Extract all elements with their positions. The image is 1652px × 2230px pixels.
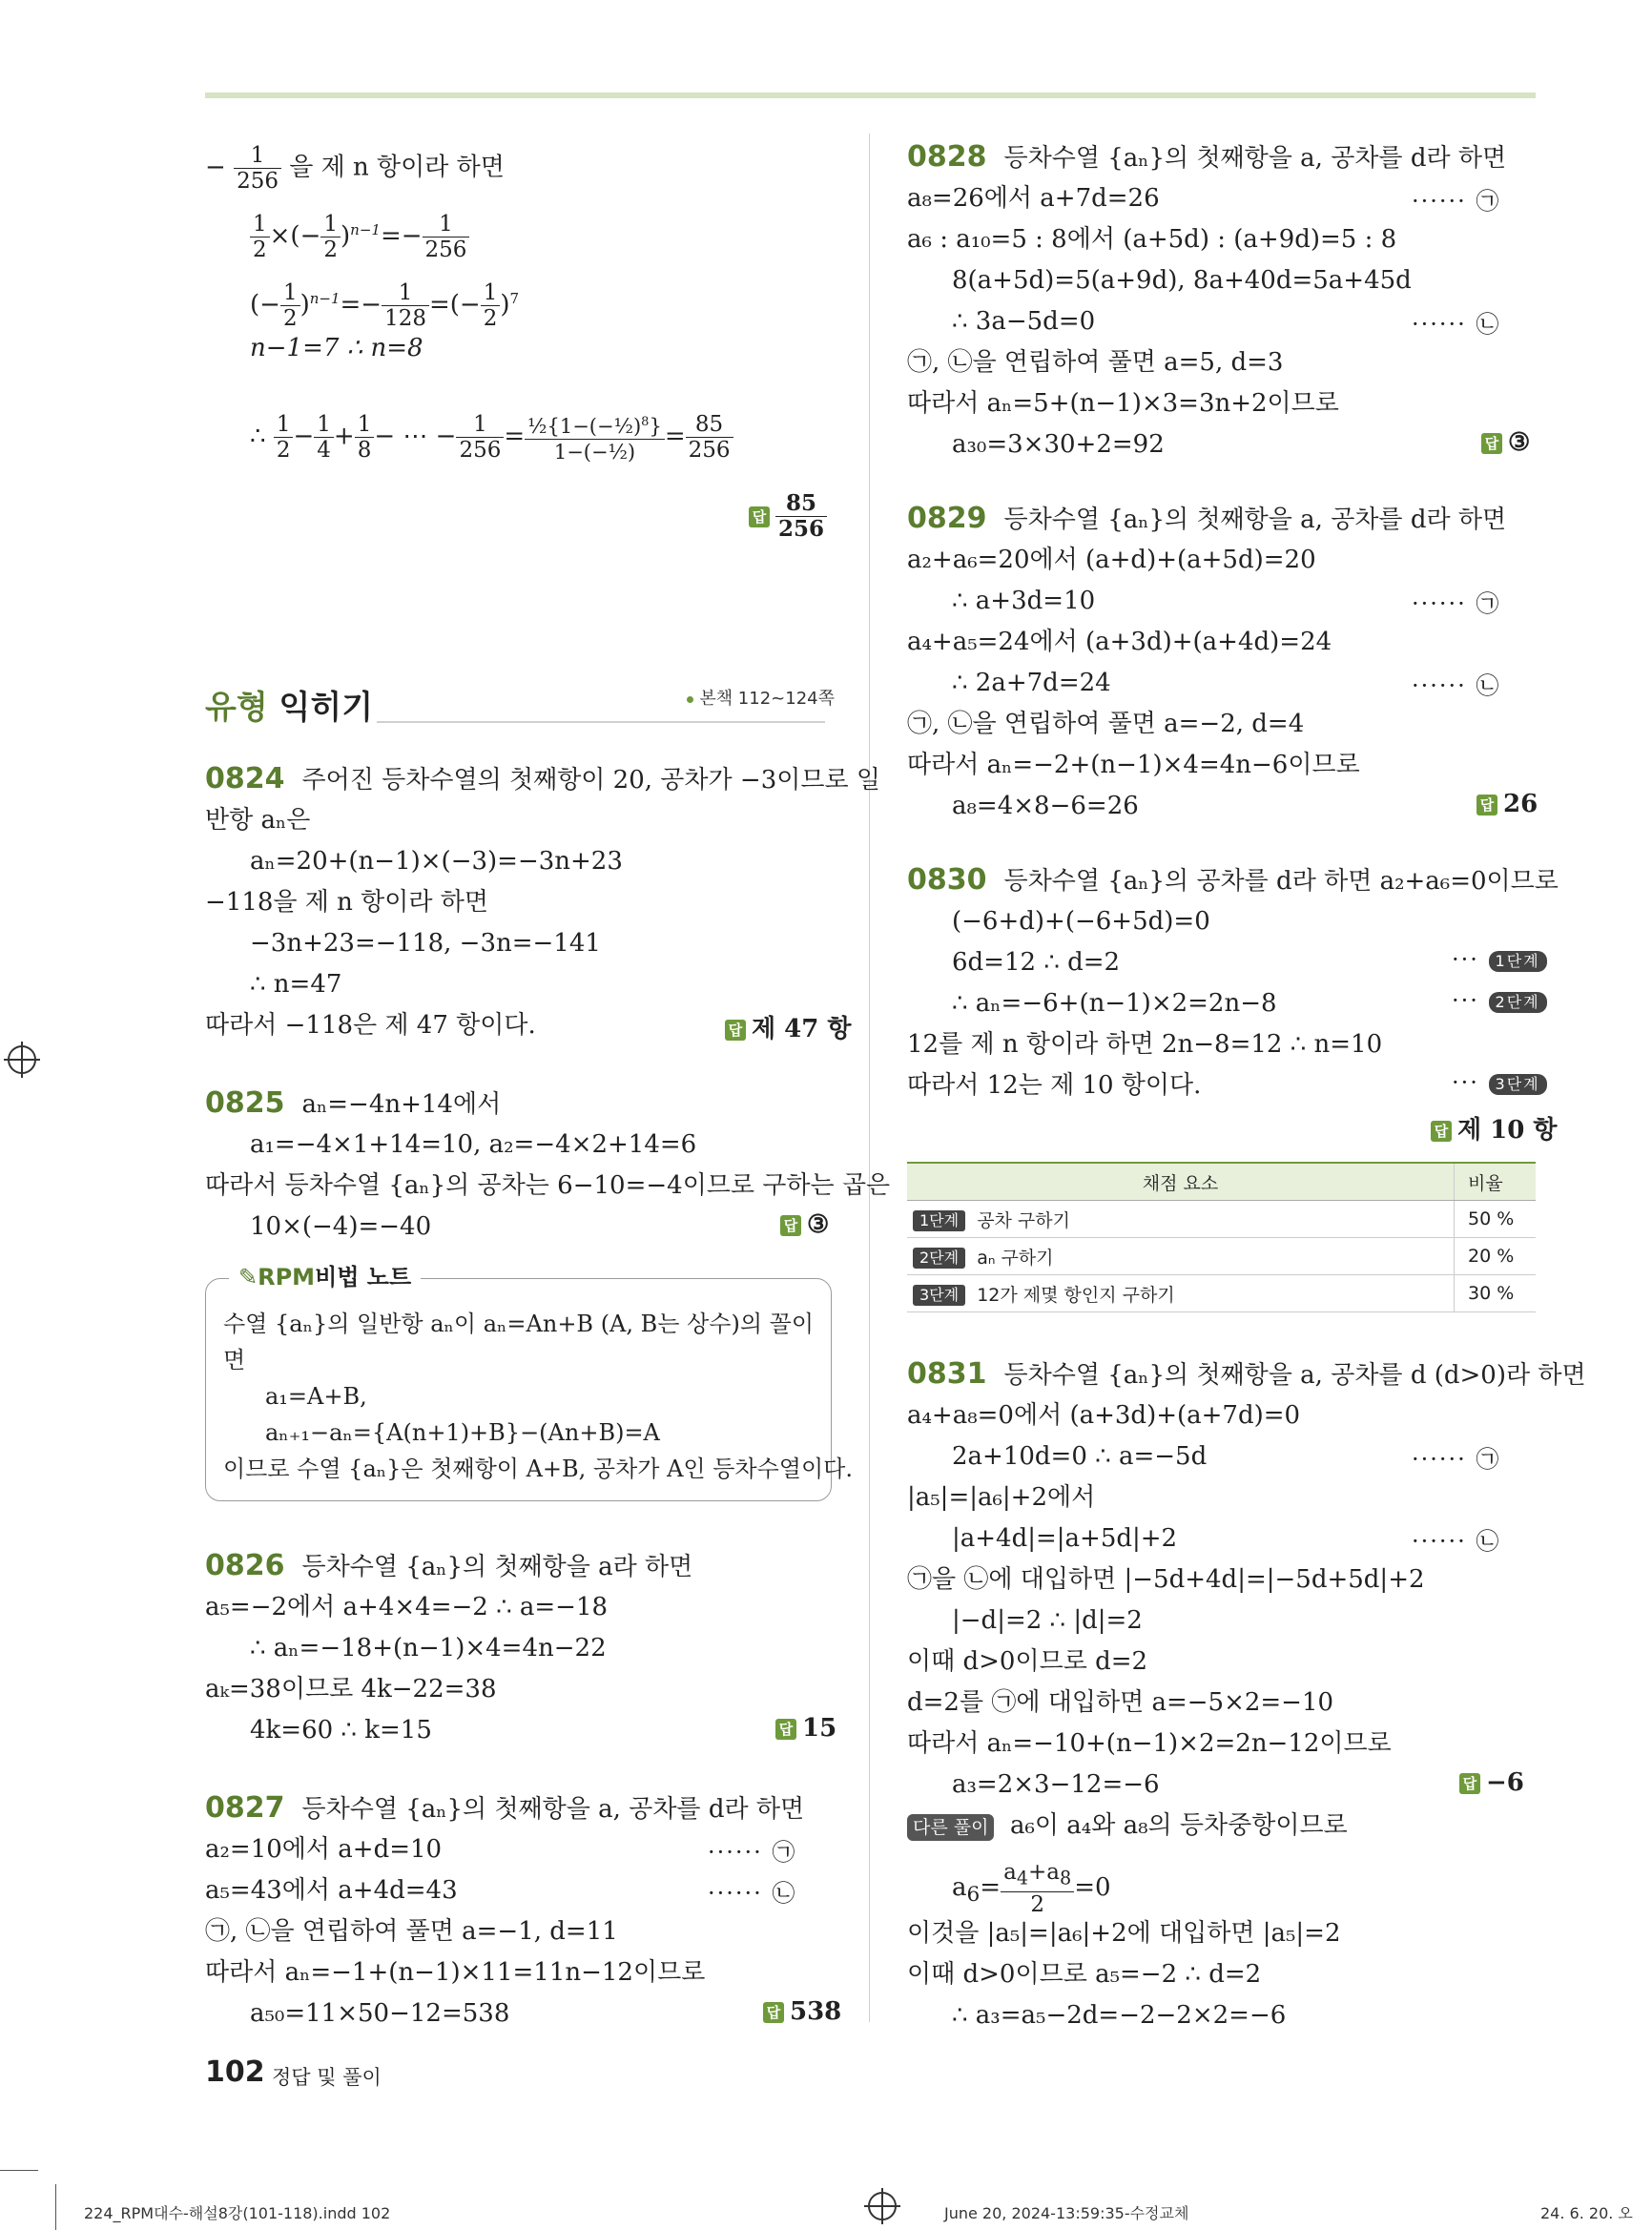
p0831-line-2: a₄+a₈=0에서 (a+3d)+(a+7d)=0 bbox=[907, 1401, 1301, 1430]
page-number: 102 bbox=[205, 2055, 265, 2089]
slug-right: 24. 6. 20. 오 bbox=[1540, 2204, 1633, 2222]
p0831-line-5: |a+4d|=|a+5d|+2 bbox=[952, 1524, 1178, 1553]
tip-note-box bbox=[205, 1264, 853, 1501]
registration-mark-icon bbox=[868, 2192, 897, 2220]
p0829-line-7: 따라서 aₙ=−2+(n−1)×4=4n−6이므로 bbox=[907, 751, 1360, 779]
p0830-step-2: ··· 2단계 bbox=[1452, 987, 1547, 1014]
p0825-line-3: 따라서 등차수열 {aₙ}의 공차는 6−10=−4이므로 구하는 곱은 bbox=[205, 1171, 891, 1200]
p0825-answer: 답 ③ bbox=[780, 1210, 829, 1239]
p0828-mark-1: ······ ㉠ bbox=[1412, 188, 1501, 215]
scoring-table bbox=[907, 1162, 1536, 1312]
intro-line-3: (− $\frac{1}{2}$ )$^{n-1}$=− $\frac{1}{128}$ =(− $\frac{1}{2}$ )$^7$ bbox=[250, 280, 520, 331]
p0828-line-2: a₈=26에서 a+7d=26 bbox=[907, 184, 1160, 213]
crop-mark bbox=[55, 2184, 56, 2230]
p0829-line-1: 0829 등차수열 {aₙ}의 첫째항을 a, 공차를 d라 하면 bbox=[907, 502, 1507, 535]
p0827-answer: 답 538 bbox=[763, 1997, 841, 2026]
p0831-line-13: $a_6=$ $\frac{a_4+a_8}{2}$ =0 bbox=[952, 1860, 1111, 1917]
p0831-line-16: ∴ a₃=a₅−2d=−2−2×2=−6 bbox=[952, 2001, 1287, 2030]
p0828-line-6: ㉠, ㉡을 연립하여 풀면 a=5, d=3 bbox=[907, 348, 1284, 377]
p0824-line-1: 0824 주어진 등차수열의 첫째항이 20, 공차가 −3이므로 일 bbox=[205, 762, 880, 795]
scoring-header-ratio: 비율 bbox=[1455, 1163, 1537, 1201]
p0827-line-2: a₂=10에서 a+d=10 bbox=[205, 1835, 443, 1864]
p0830-step-3: ··· 3단계 bbox=[1452, 1069, 1547, 1096]
p0831-answer: 답 −6 bbox=[1459, 1768, 1524, 1797]
p0826-line-1: 0826 등차수열 {aₙ}의 첫째항을 a라 하면 bbox=[205, 1549, 693, 1582]
p0831-line-15: 이때 d>0이므로 a₅=−2 ∴ d=2 bbox=[907, 1960, 1262, 1989]
p0830-step-1: ··· 1단계 bbox=[1452, 946, 1547, 973]
tip-note-title: ✎RPM비법 노트 bbox=[229, 1258, 421, 1291]
intro-line-1: − $\frac{1}{256}$ 을 제 n 항이라 하면 bbox=[205, 143, 505, 194]
page-label: 정답 및 풀이 bbox=[272, 2066, 382, 2089]
p0829-line-4: a₄+a₅=24에서 (a+3d)+(a+4d)=24 bbox=[907, 628, 1332, 656]
p0827-line-3: a₅=43에서 a+4d=43 bbox=[205, 1876, 458, 1905]
p0827-mark-2: ······ ㉡ bbox=[708, 1880, 797, 1907]
p0830-answer: 답 제 10 항 bbox=[1431, 1110, 1558, 1146]
p0828-line-5: ∴ 3a−5d=0 bbox=[952, 307, 1096, 336]
alt-solution-badge: 다른 풀이 bbox=[907, 1814, 994, 1841]
header-decorative-bar bbox=[205, 93, 1536, 98]
p0827-line-6: a₅₀=11×50−12=538 bbox=[250, 1999, 510, 2028]
p0829-mark-1: ······ ㉠ bbox=[1412, 590, 1501, 617]
p0828-mark-2: ······ ㉡ bbox=[1412, 311, 1501, 338]
scoring-header-item: 채점 요소 bbox=[907, 1163, 1455, 1201]
p0826-answer: 답 15 bbox=[775, 1714, 836, 1743]
intro-line-4: n−1=7 ∴ n=8 bbox=[250, 334, 423, 362]
p0831-mark-2: ······ ㉡ bbox=[1412, 1528, 1501, 1555]
scoring-row: 2단계 aₙ 구하기 20 % bbox=[907, 1238, 1536, 1275]
p0831-alt-line: 다른 풀이 a₆이 a₄와 a₈의 등차중항이므로 bbox=[907, 1809, 1348, 1842]
p0830-line-5: 12를 제 n 항이라 하면 2n−8=12 ∴ n=10 bbox=[907, 1030, 1383, 1059]
p0826-line-3: ∴ aₙ=−18+(n−1)×4=4n−22 bbox=[250, 1634, 607, 1662]
p0830-line-6: 따라서 12는 제 10 항이다. bbox=[907, 1071, 1202, 1100]
section-rule bbox=[377, 721, 825, 723]
p0831-line-1: 0831 등차수열 {aₙ}의 첫째항을 a, 공차를 d (d>0)라 하면 bbox=[907, 1357, 1586, 1391]
p0824-answer: 답 제 47 항 bbox=[725, 1009, 852, 1044]
p0831-line-4: |a₅|=|a₆|+2에서 bbox=[907, 1483, 1096, 1512]
p0826-line-2: a₅=−2에서 a+4×4=−2 ∴ a=−18 bbox=[205, 1593, 609, 1621]
p0831-line-14: 이것을 |a₅|=|a₆|+2에 대입하면 |a₅|=2 bbox=[907, 1919, 1341, 1948]
intro-line-2: $\frac{1}{2}$ ×(− $\frac{1}{2}$ )$^{n-1}$=− $\frac{1}{256}$ bbox=[250, 212, 469, 262]
column-divider bbox=[869, 134, 870, 2022]
slug-date: June 20, 2024-13:59:35-수정교체 bbox=[944, 2204, 1189, 2222]
pencil-icon: ✎ bbox=[238, 1264, 258, 1291]
p0824-line-4: −118을 제 n 항이라 하면 bbox=[205, 888, 489, 917]
section-ref: 본책 112~124쪽 bbox=[687, 685, 835, 710]
p0827-mark-1: ······ ㉠ bbox=[708, 1839, 797, 1866]
p0830-line-2: (−6+d)+(−6+5d)=0 bbox=[952, 907, 1210, 936]
p0831-line-11: a₃=2×3−12=−6 bbox=[952, 1770, 1160, 1799]
p0828-line-3: a₆ : a₁₀=5 : 8에서 (a+5d) : (a+9d)=5 : 8 bbox=[907, 225, 1397, 254]
p0829-line-5: ∴ 2a+7d=24 bbox=[952, 669, 1111, 697]
p0831-mark-1: ······ ㉠ bbox=[1412, 1446, 1501, 1473]
p0831-line-6: ㉠을 ㉡에 대입하면 |−5d+4d|=|−5d+5d|+2 bbox=[907, 1565, 1425, 1594]
note-line-3: a₁=A+B, bbox=[265, 1383, 367, 1410]
crop-mark bbox=[0, 2170, 38, 2171]
p0824-line-5: −3n+23=−118, −3n=−141 bbox=[250, 929, 601, 958]
p0828-line-7: 따라서 aₙ=5+(n−1)×3=3n+2이므로 bbox=[907, 389, 1339, 418]
p0830-line-4: ∴ aₙ=−6+(n−1)×2=2n−8 bbox=[952, 989, 1277, 1018]
p0828-line-4: 8(a+5d)=5(a+9d), 8a+40d=5a+45d bbox=[952, 266, 1412, 295]
section-title: 유형 익히기 bbox=[205, 689, 374, 727]
section-header bbox=[205, 681, 835, 729]
p0827-line-4: ㉠, ㉡을 연립하여 풀면 a=−1, d=11 bbox=[205, 1917, 618, 1946]
p0829-line-3: ∴ a+3d=10 bbox=[952, 587, 1096, 615]
p0829-answer: 답 26 bbox=[1476, 790, 1538, 818]
p0827-line-1: 0827 등차수열 {aₙ}의 첫째항을 a, 공차를 d라 하면 bbox=[205, 1791, 805, 1825]
p0826-line-4: aₖ=38이므로 4k−22=38 bbox=[205, 1675, 497, 1703]
p0830-line-1: 0830 등차수열 {aₙ}의 공차를 d라 하면 a₂+a₆=0이므로 bbox=[907, 863, 1559, 897]
p0831-line-3: 2a+10d=0 ∴ a=−5d bbox=[952, 1442, 1208, 1471]
p0828-line-8: a₃₀=3×30+2=92 bbox=[952, 430, 1165, 459]
intro-line-5: ∴ $\frac{1}{2}$ − $\frac{1}{4}$ + $\frac{1}{8}$ − ⋯ − $\frac{1}{256}$ = $\frac{\frac{1}{2}\{1-(-\frac{1}{2})^8\}}{\text{1−(−½)}}$ = $\frac{85}{256}$ bbox=[250, 410, 733, 465]
note-line-4: aₙ₊₁−aₙ={A(n+1)+B}−(An+B)=A bbox=[265, 1419, 660, 1446]
p0829-line-2: a₂+a₆=20에서 (a+d)+(a+5d)=20 bbox=[907, 546, 1316, 574]
p0824-line-3: aₙ=20+(n−1)×(−3)=−3n+23 bbox=[250, 847, 623, 876]
p0829-line-8: a₈=4×8−6=26 bbox=[952, 792, 1139, 820]
p0824-line-7: 따라서 −118은 제 47 항이다. bbox=[205, 1011, 536, 1040]
p0825-line-1: 0825 aₙ=−4n+14에서 bbox=[205, 1086, 502, 1120]
note-line-5: 이므로 수열 {aₙ}은 첫째항이 A+B, 공차가 A인 등차수열이다. bbox=[223, 1456, 853, 1482]
p0826-line-5: 4k=60 ∴ k=15 bbox=[250, 1716, 432, 1745]
note-line-2: 면 bbox=[223, 1347, 246, 1373]
scoring-row: 3단계 12가 제몇 항인지 구하기 30 % bbox=[907, 1275, 1536, 1312]
p0828-answer: 답 ③ bbox=[1481, 428, 1530, 457]
note-line-1: 수열 {aₙ}의 일반항 aₙ이 aₙ=An+B (A, B는 상수)의 꼴이 bbox=[223, 1311, 815, 1337]
p0831-line-10: 따라서 aₙ=−10+(n−1)×2=2n−12이므로 bbox=[907, 1729, 1392, 1758]
p0829-line-6: ㉠, ㉡을 연립하여 풀면 a=−2, d=4 bbox=[907, 710, 1305, 738]
p0825-line-2: a₁=−4×1+14=10, a₂=−4×2+14=6 bbox=[250, 1130, 697, 1159]
p0831-line-8: 이때 d>0이므로 d=2 bbox=[907, 1647, 1148, 1676]
p0829-mark-2: ······ ㉡ bbox=[1412, 672, 1501, 699]
p0830-line-3: 6d=12 ∴ d=2 bbox=[952, 948, 1121, 977]
p0824-line-2: 반항 aₙ은 bbox=[205, 806, 311, 835]
bullet-icon bbox=[687, 696, 693, 703]
scoring-row: 1단계 공차 구하기 50 % bbox=[907, 1201, 1536, 1238]
intro-answer: 답 $\frac{85}{256}$ bbox=[749, 491, 827, 542]
p0824-line-6: ∴ n=47 bbox=[250, 970, 342, 999]
slug-filename: 224_RPM대수-해설8강(101-118).indd 102 bbox=[84, 2204, 391, 2222]
intro-frac-1-256: $\frac{1}{256}$ bbox=[234, 143, 281, 194]
registration-mark-icon bbox=[8, 1045, 36, 1074]
p0828-line-1: 0828 등차수열 {aₙ}의 첫째항을 a, 공차를 d라 하면 bbox=[907, 140, 1507, 174]
p0827-line-5: 따라서 aₙ=−1+(n−1)×11=11n−12이므로 bbox=[205, 1958, 706, 1987]
p0825-line-4: 10×(−4)=−40 bbox=[250, 1212, 432, 1241]
p0831-line-7: |−d|=2 ∴ |d|=2 bbox=[952, 1606, 1143, 1635]
p0831-line-9: d=2를 ㉠에 대입하면 a=−5×2=−10 bbox=[907, 1688, 1334, 1717]
